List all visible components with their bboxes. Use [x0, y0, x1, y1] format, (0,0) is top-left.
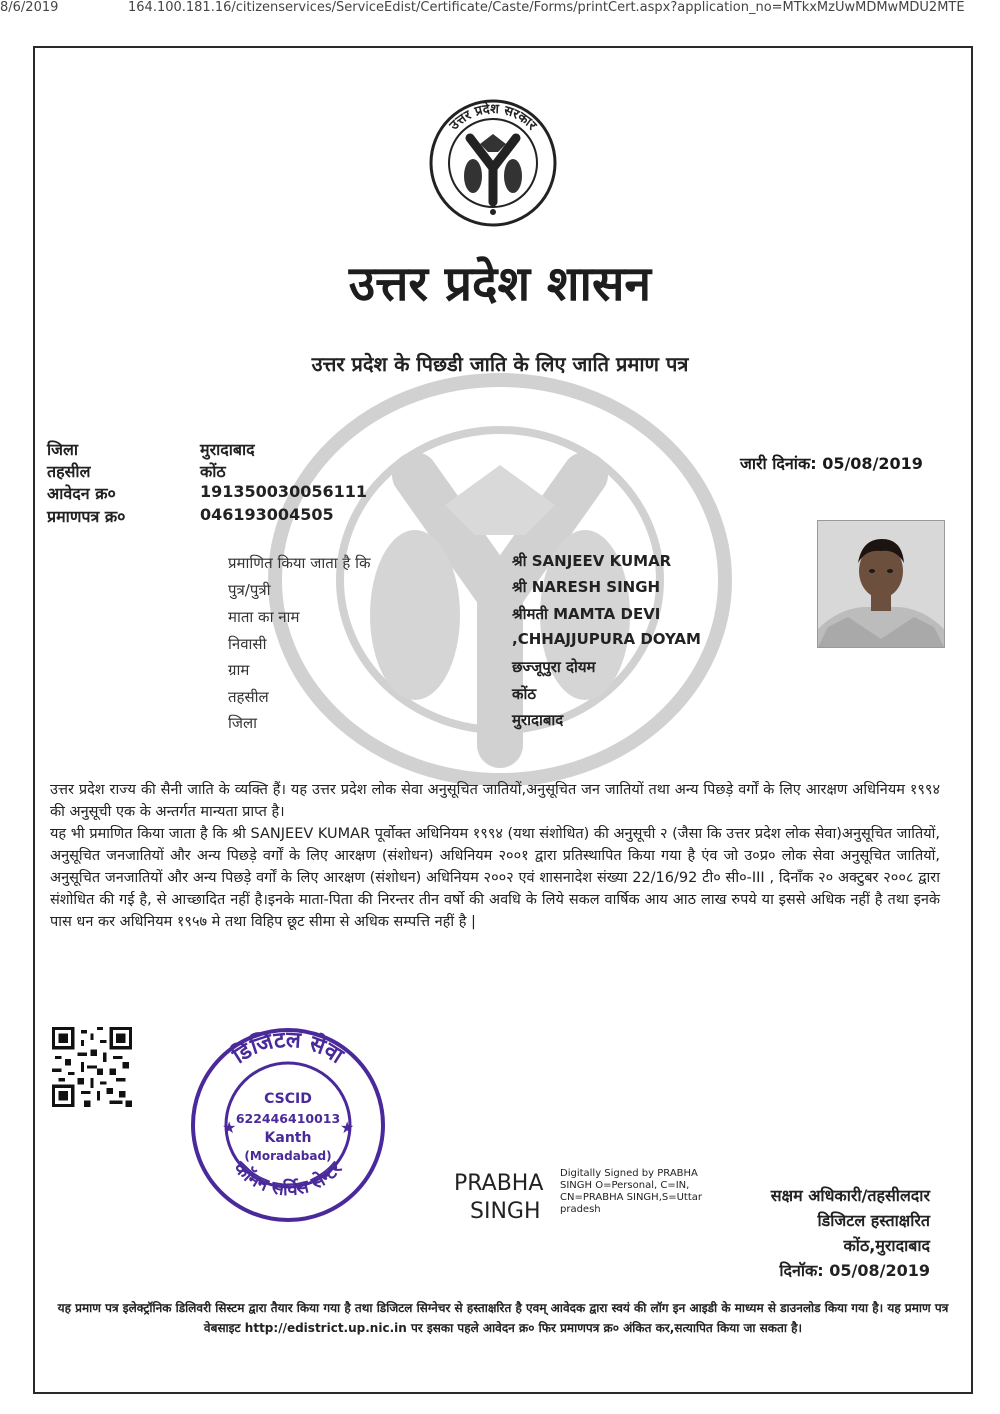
qr-code-icon[interactable] [52, 1027, 132, 1107]
field-value-application-no: 191350030056111 [200, 482, 367, 501]
authority-title: सक्षम अधिकारी/तहसीलदार [770, 1186, 930, 1205]
page-title: उत्तर प्रदेश शासन [348, 256, 652, 312]
field-label-district: जिला [47, 440, 79, 459]
authority-location: कोंठ,मुरादाबाद [843, 1236, 930, 1255]
certificate-body [50, 779, 940, 933]
body-paragraph-2: यह भी प्रमाणित किया जाता है कि श्री SANJEEV KUMAR पूर्वोक्त अधिनियम १९९४ (यथा संशोधित) की अनुसूची २ (जैसा कि उत्तर प्रदेश लोक सेवा)अनुसूचित जातियों, अनुसूचित जनजातियों और अन्य पिछड़े वर्गों के लिए आरक्षण (संशोधन) अधिनियम २००१ द्वारा प्रतिस्थापित किया गया है एंव जो उ०प्र० लोक सेवा अनुसूचित जातियों, अनुसूचित जनजातियों और अन्य पिछड़े वर्गों के लिए आरक्षण (संशोधन) अधिनियम २००२ एवं शासनादेश संख्या 22/16/92 टी० सी०-III , दिनाँक २० अक्टुबर २००८ द्वारा संशोधित की गई है, से आच्छादित नहीं है।इनके माता-पिता की निरन्तर तीन वर्षो की अवधि के लिये सकल वार्षिक आय आठ लाख रुपये या इससे अधिक नहीं है तथा इनके पास धन कर अधिनियम १९५७ मे तथा विहिप छूट सीमा से अधिक सम्पत्ति नहीं है | [50, 826, 940, 930]
detail-label-certified: प्रमाणित किया जाता है कि [228, 554, 371, 572]
digital-signature-details: Digitally Signed by PRABHA SINGH O=Personal, C=IN, CN=PRABHA SINGH,S=Uttar pradesh [560, 1168, 703, 1215]
detail-label-district: जिला [228, 714, 258, 732]
signer-name [454, 1170, 543, 1226]
body-paragraph-1: उत्तर प्रदेश राज्य की सैनी जाति के व्यक्ति हैं। यह उत्तर प्रदेश लोक सेवा अनुसूचित जातियों,अनुसूचित जन जातियों तथा अन्य पिछड़े वर्गों के लिए आरक्षण अधिनियम १९९४ की अनुसूची एक के अन्तर्गत मान्यता प्राप्त है। [50, 782, 940, 820]
applicant-photo [817, 520, 945, 648]
detail-label-mother: माता का नाम [228, 608, 300, 626]
stamp-line-3: Kanth [264, 1130, 312, 1146]
stamp-star-left-icon: ★ [222, 1118, 237, 1137]
stamp-line-1: CSCID [264, 1091, 312, 1107]
signer-name-line-1: PRABHA [454, 1171, 544, 1196]
detail-label-village: ग्राम [228, 661, 250, 679]
field-label-application-no: आवेदन क्र० [47, 484, 116, 503]
field-label-certificate-no: प्रमाणपत्र क्र० [47, 507, 126, 526]
detail-value-father: श्री NARESH SINGH [512, 578, 661, 596]
stamp-star-right-icon: ★ [340, 1118, 355, 1137]
person-photo-icon [818, 521, 944, 647]
csc-stamp [188, 1025, 388, 1225]
authority-block [700, 1183, 930, 1283]
authority-date: दिनॉक: 05/08/2019 [779, 1261, 930, 1280]
detail-value-village: छज्जूपुरा दोयम [512, 658, 596, 676]
watermark-emblem-icon [265, 365, 735, 785]
issue-date: जारी दिनांक: 05/08/2019 [740, 454, 923, 473]
detail-label-resident: निवासी [228, 635, 267, 653]
emblem-text: उत्तर प्रदेश सरकार [446, 101, 540, 134]
stamp-top-text: डिजिटल सेवा [228, 1027, 348, 1070]
stamp-line-4: (Moradabad) [244, 1149, 332, 1163]
field-value-certificate-no: 046193004505 [200, 505, 334, 524]
detail-value-name: श्री SANJEEV KUMAR [512, 552, 672, 570]
page-url[interactable]: 164.100.181.16/citizenservices/ServiceEdist/Certificate/Caste/Forms/printCert.aspx?application_no=MTkxMzUwMDMwMDU2MTE [128, 0, 965, 15]
certificate-subtitle: उत्तर प्रदेश के पिछडी जाति के लिए जाति प्रमाण पत्र [311, 352, 689, 376]
footer-note: यह प्रमाण पत्र इलेक्ट्रॉनिक डिलिवरी सिस्टम द्वारा तैयार किया गया है तथा डिजिटल सिग्नेचर से हस्ताक्षरित है एवम् आवेदक द्वारा स्वयं की लॉग इन आइडी के माध्यम से डाउनलोड किया गया है। यह प्रमाण पत्र वेबसाइट http://edistrict.up.nic.in पर इसका पहले आवेदन क्र० फिर प्रमाणपत्र क्र० अंकित कर,सत्यापित किया जा सकता है। [57, 1301, 949, 1335]
field-label-tehsil: तहसील [47, 462, 91, 481]
detail-value-mother: श्रीमती MAMTA DEVI [512, 605, 661, 623]
detail-label-tehsil: तहसील [228, 688, 269, 706]
field-value-tehsil: कोंठ [200, 462, 226, 481]
field-value-district: मुरादाबाद [200, 440, 255, 459]
signer-name-line-2: SINGH [470, 1199, 541, 1224]
up-emblem-icon [428, 98, 558, 228]
print-date: 8/6/2019 [0, 0, 59, 15]
authority-digital: डिजिटल हस्ताक्षरित [817, 1211, 930, 1230]
stamp-bottom-text: कॉमन सर्विस सेन्टर [229, 1157, 347, 1201]
detail-value-tehsil: कोंठ [512, 685, 537, 703]
detail-value-resident: ,CHHAJJUPURA DOYAM [512, 630, 701, 648]
stamp-line-2: 622446410013 [235, 1111, 341, 1126]
svg-text:उत्तर प्रदेश सरकार [446, 101, 539, 134]
detail-value-district: मुरादाबाद [512, 711, 564, 729]
detail-label-son-daughter: पुत्र/पुत्री [228, 581, 271, 599]
